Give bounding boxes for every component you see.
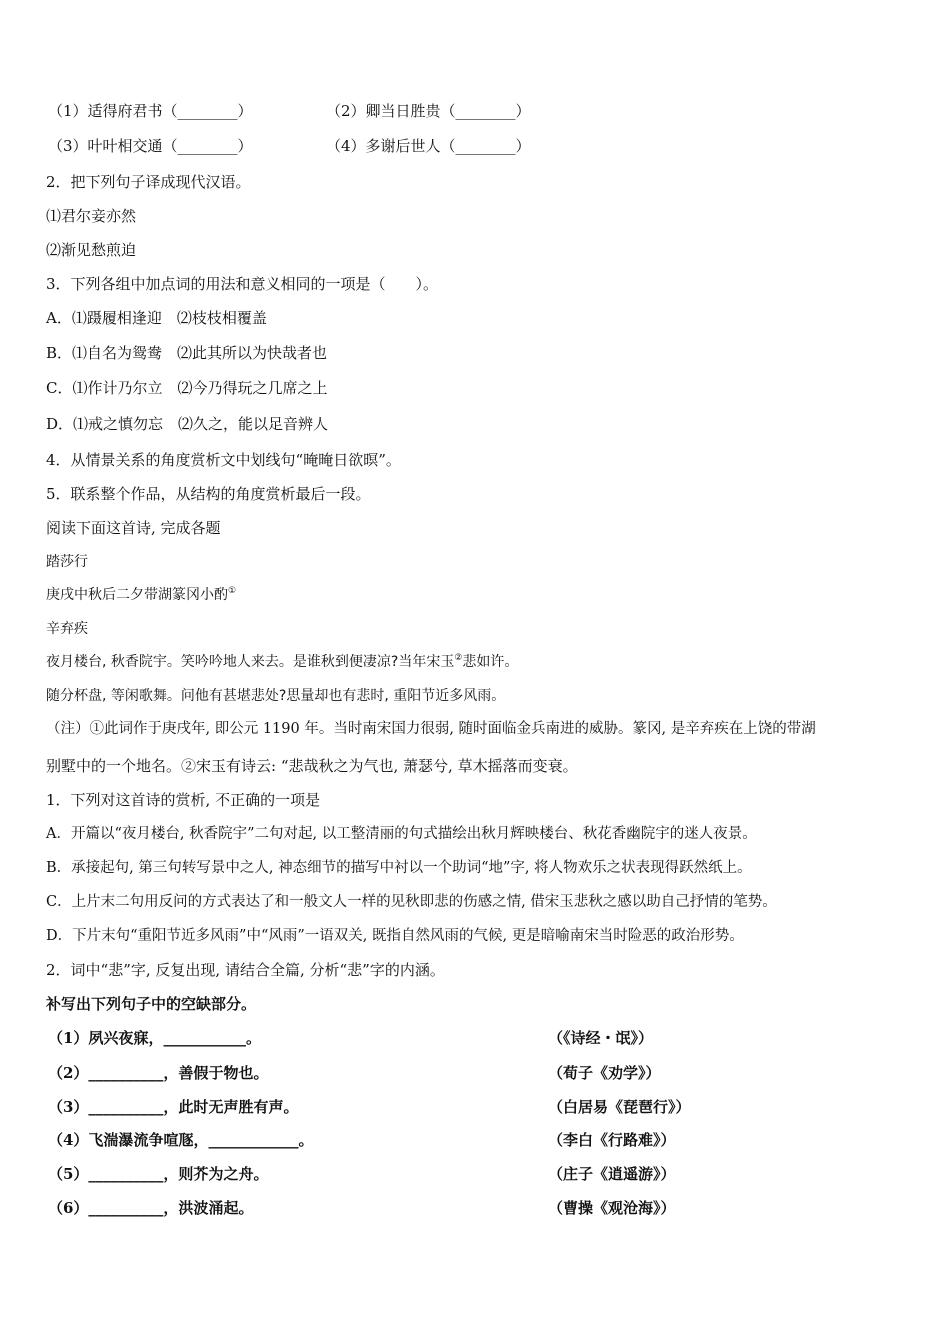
poem-line-1-b: 悲如许。 xyxy=(462,654,519,670)
q2-sentence-2: ⑵渐见愁煎迫 xyxy=(46,241,137,259)
q1-item-3: （3）叶叶相交通（________） xyxy=(48,137,253,155)
q2-prompt: 2．把下列句子译成现代汉语。 xyxy=(46,173,251,191)
pq1-option-a: A．开篇以“夜月楼台, 秋香院宇”二句对起, 以工整清丽的句式描绘出秋月辉映楼台、秋花香幽院宇的迷人夜景。 xyxy=(46,826,757,842)
q1-item-2: （2）卿当日胜贵（________） xyxy=(326,102,531,120)
poem-subtitle xyxy=(46,585,236,605)
fill-source-2: （荀子《劝学》） xyxy=(548,1064,661,1082)
q3-option-d: D．⑴戒之慎勿忘 ⑵久之，能以足音辨人 xyxy=(46,415,329,433)
fill-item-5: （5）__________，则芥为之舟。 xyxy=(48,1165,269,1183)
q3-option-a: A．⑴蹑履相逢迎 ⑵枝枝相覆盖 xyxy=(46,309,267,327)
fill-item-3: （3）__________，此时无声胜有声。 xyxy=(48,1098,299,1116)
q2-sentence-1: ⑴君尔妾亦然 xyxy=(46,207,137,225)
fill-source-6: （曹操《观沧海》） xyxy=(548,1199,676,1217)
fill-source-1: （《诗经・氓》） xyxy=(548,1029,654,1047)
fill-source-4: （李白《行路难》） xyxy=(548,1131,676,1149)
poem-line-1-a: 夜月楼台, 秋香院宇。笑吟吟地人来去。是谁秋到便凄凉?当年宋玉 xyxy=(46,654,455,670)
poem-note-1: （注）①此词作于庚戌年, 即公元 1190 年。当时南宋国力很弱, 随时面临金兵南进的威胁。篆冈, 是辛弃疾在上饶的带湖 xyxy=(46,721,816,737)
footnote-marker-2: ② xyxy=(454,653,463,663)
pq1-option-d: D．下片末句“重阳节近多风雨”中“风雨”一语双关, 既指自然风雨的气候, 更是暗喻南宋当时险恶的政治形势。 xyxy=(46,928,744,944)
fill-source-5: （庄子《逍遥游》） xyxy=(548,1165,676,1183)
poem-note-2: 别墅中的一个地名。②宋玉有诗云: “悲哉秋之为气也, 萧瑟兮, 草木摇落而变衰。 xyxy=(46,757,578,775)
footnote-marker-1: ① xyxy=(228,586,237,596)
poem-intro: 阅读下面这首诗, 完成各题 xyxy=(46,519,221,537)
q3-option-c: C．⑴作计乃尔立 ⑵今乃得玩之几席之上 xyxy=(46,379,328,397)
poem-line-2: 随分杯盘, 等闲歌舞。问他有甚堪悲处?思量却也有悲时, 重阳节近多风雨。 xyxy=(46,688,506,704)
pq1-prompt: 1．下列对这首诗的赏析, 不正确的一项是 xyxy=(46,791,321,809)
pq1-option-c: C．上片末二句用反问的方式表达了和一般文人一样的见秋即悲的伤感之情, 借宋玉悲秋之感以助自己抒情的笔势。 xyxy=(46,894,777,910)
poem-subtitle-text: 庚戌中秋后二夕带湖篆冈小酌 xyxy=(46,587,228,603)
poem-title: 踏莎行 xyxy=(46,554,88,570)
poem-author: 辛弃疾 xyxy=(46,621,88,637)
poem-line-1 xyxy=(46,652,518,672)
fill-item-4: （4）飞湍瀑流争喧豗，____________。 xyxy=(48,1131,314,1149)
fill-heading: 补写出下列句子中的空缺部分。 xyxy=(46,995,257,1013)
fill-item-6: （6）__________，洪波涌起。 xyxy=(48,1199,254,1217)
q1-item-1: （1）适得府君书（________） xyxy=(48,102,253,120)
q5-prompt: 5．联系整个作品，从结构的角度赏析最后一段。 xyxy=(46,485,371,503)
fill-source-3: （白居易《琵琶行》） xyxy=(548,1098,691,1116)
q3-prompt: 3．下列各组中加点词的用法和意义相同的一项是（ ）。 xyxy=(46,275,439,293)
pq2-prompt: 2．词中“悲”字, 反复出现, 请结合全篇, 分析“悲”字的内涵。 xyxy=(46,961,445,979)
q3-option-b: B．⑴自名为鸳鸯 ⑵此其所以为快哉者也 xyxy=(46,344,328,362)
pq1-option-b: B．承接起句, 第三句转写景中之人, 神态细节的描写中衬以一个助词“地”字, 将人物欢乐之状表现得跃然纸上。 xyxy=(46,860,752,876)
fill-item-1: （1）夙兴夜寐，___________。 xyxy=(48,1029,261,1047)
q4-prompt: 4．从情景关系的角度赏析文中划线句“晻晻日欲暝”。 xyxy=(46,451,401,469)
fill-item-2: （2）__________，善假于物也。 xyxy=(48,1064,269,1082)
q1-item-4: （4）多谢后世人（________） xyxy=(326,137,531,155)
